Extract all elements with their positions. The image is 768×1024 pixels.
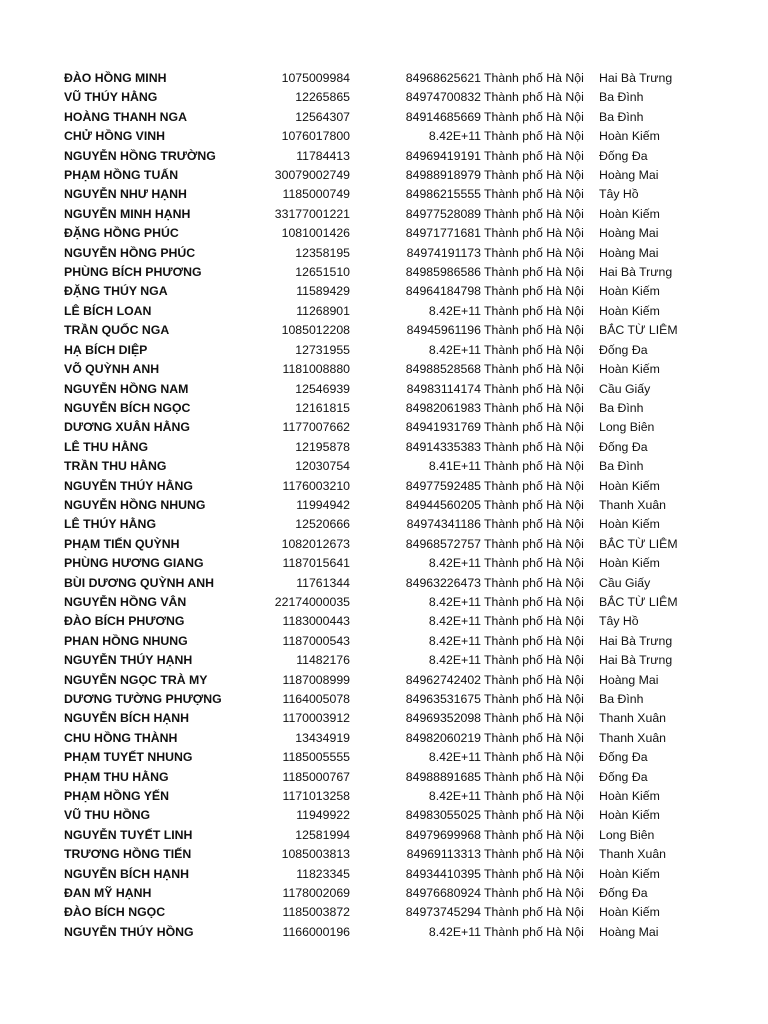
table-row (0, 903, 768, 922)
name-cell[interactable]: CHỬ HỒNG VINH (64, 129, 166, 144)
id-cell[interactable]: 1176003210 (282, 478, 350, 493)
table-row (0, 671, 768, 690)
city-cell[interactable]: Thành phố Hà Nội (484, 400, 584, 415)
phone-cell[interactable]: 84969419191 (405, 148, 481, 163)
table-row (0, 690, 768, 709)
id-cell[interactable]: 1081001426 (281, 226, 350, 241)
id-cell[interactable]: 1187015641 (282, 556, 350, 571)
city-cell[interactable]: Thành phố Hà Nội (484, 905, 584, 920)
table-row (0, 263, 768, 282)
id-cell[interactable]: 12265865 (295, 90, 350, 105)
district-cell[interactable]: Thanh Xuân (599, 711, 667, 726)
city-cell[interactable]: Thành phố Hà Nội (484, 381, 584, 396)
id-cell[interactable]: 11589429 (296, 284, 350, 299)
city-cell[interactable]: Thành phố Hà Nội (484, 323, 584, 338)
district-cell[interactable]: Hai Bà Trưng (599, 71, 673, 85)
phone-cell[interactable]: 84969352098 (405, 711, 481, 726)
id-cell[interactable]: 12161815 (295, 400, 350, 415)
id-cell[interactable]: 22174000035 (274, 594, 350, 609)
id-cell[interactable]: 1085003813 (281, 847, 350, 862)
name-cell[interactable]: PHAN HỒNG NHUNG (64, 633, 188, 648)
table-row (0, 127, 768, 146)
name-cell[interactable]: TRẦN THU HẰNG (64, 459, 167, 474)
district-cell[interactable]: Hai Bà Trưng (599, 653, 673, 668)
city-cell[interactable]: Thành phố Hà Nội (484, 556, 584, 571)
district-cell[interactable]: Ba Đình (599, 459, 644, 474)
id-cell[interactable]: 1171013258 (282, 789, 350, 804)
city-cell[interactable]: Thành phố Hà Nội (484, 886, 584, 901)
table-row (0, 748, 768, 767)
name-cell[interactable]: NGUYỄN HỒNG NAM (64, 381, 189, 396)
table-row (0, 593, 768, 612)
table-row (0, 302, 768, 321)
name-cell[interactable]: PHÙNG BÍCH PHƯƠNG (64, 265, 202, 280)
table-row (0, 729, 768, 748)
district-cell[interactable]: Đống Đa (599, 439, 648, 454)
name-cell[interactable]: NGUYỄN BÍCH NGỌC (64, 400, 191, 415)
phone-cell[interactable]: 84988528568 (405, 362, 481, 377)
name-cell[interactable]: ĐÀO HỒNG MINH (64, 71, 167, 85)
city-cell[interactable]: Thành phố Hà Nội (484, 342, 584, 357)
city-cell[interactable]: Thành phố Hà Nội (484, 692, 584, 706)
phone-cell[interactable]: 84977528089 (405, 206, 481, 221)
phone-cell[interactable]: 84985986586 (405, 265, 481, 280)
name-cell[interactable]: CHU HỒNG THÀNH (64, 730, 178, 745)
id-cell[interactable]: 1075009984 (281, 71, 350, 85)
district-cell[interactable]: BẮC TỪ LIÊM (599, 594, 678, 609)
district-cell[interactable]: Hoàng Mai (599, 245, 659, 260)
id-cell[interactable]: 1187008999 (282, 672, 350, 687)
table-row (0, 321, 768, 340)
name-cell[interactable]: VÕ QUỲNH ANH (64, 362, 160, 377)
name-cell[interactable]: DƯƠNG TƯỜNG PHƯỢNG (64, 692, 222, 706)
name-cell[interactable]: PHẠM TUYẾT NHUNG (64, 750, 193, 765)
id-cell[interactable]: 1185005555 (282, 750, 350, 765)
phone-cell[interactable]: 84944560205 (405, 497, 481, 512)
id-cell[interactable]: 12564307 (295, 109, 350, 124)
district-cell[interactable]: Cầu Giấy (599, 575, 651, 590)
id-cell[interactable]: 12546939 (295, 381, 350, 396)
district-cell[interactable]: Thanh Xuân (599, 497, 667, 512)
name-cell[interactable]: ĐÀO BÍCH PHƯƠNG (64, 614, 185, 629)
district-cell[interactable]: Hoàng Mai (599, 168, 659, 183)
table-row (0, 360, 768, 379)
district-cell[interactable]: Hoàn Kiếm (599, 284, 660, 299)
phone-cell[interactable]: 84982060219 (405, 730, 481, 745)
id-cell[interactable]: 1187000543 (282, 633, 350, 648)
table-row (0, 826, 768, 845)
district-cell[interactable]: Hoàn Kiếm (599, 556, 660, 571)
phone-cell[interactable]: 8.42E+11 (428, 556, 481, 571)
id-cell[interactable]: 11949922 (296, 808, 350, 823)
name-cell[interactable]: PHẠM TIẾN QUỲNH (64, 536, 180, 551)
phone-cell[interactable]: 84914335383 (405, 439, 481, 454)
city-cell[interactable]: Thành phố Hà Nội (484, 594, 584, 609)
city-cell[interactable]: Thành phố Hà Nội (484, 536, 584, 551)
name-cell[interactable]: NGUYỄN BÍCH HẠNH (64, 711, 190, 726)
city-cell[interactable]: Thành phố Hà Nội (484, 187, 584, 202)
district-cell[interactable]: Ba Đình (599, 400, 644, 415)
district-cell[interactable]: Hoàng Mai (599, 672, 659, 687)
district-cell[interactable]: Ba Đình (599, 692, 644, 706)
id-cell[interactable]: 1166000196 (282, 924, 350, 939)
table-row (0, 496, 768, 515)
name-cell[interactable]: VŨ THÚY HẰNG (64, 90, 158, 105)
table-row (0, 399, 768, 418)
table-row (0, 166, 768, 185)
name-cell[interactable]: TRẦN QUỐC NGA (64, 323, 170, 338)
table-row (0, 651, 768, 670)
name-cell[interactable]: PHÙNG HƯƠNG GIANG (64, 556, 204, 571)
id-cell[interactable]: 1178002069 (282, 886, 350, 901)
phone-cell[interactable]: 8.41E+11 (428, 459, 481, 474)
table-row (0, 923, 768, 942)
city-cell[interactable]: Thành phố Hà Nội (484, 614, 584, 629)
phone-cell[interactable]: 84962742402 (405, 672, 481, 687)
phone-cell[interactable]: 84976680924 (405, 886, 481, 901)
id-cell[interactable]: 12358195 (295, 245, 350, 260)
city-cell[interactable]: Thành phố Hà Nội (484, 226, 584, 241)
id-cell[interactable]: 1177007662 (282, 420, 350, 435)
city-cell[interactable]: Thành phố Hà Nội (484, 789, 584, 804)
name-cell[interactable]: LÊ THU HẰNG (64, 439, 149, 454)
name-cell[interactable]: ĐẶNG HỒNG PHÚC (64, 226, 179, 241)
table-row (0, 205, 768, 224)
id-cell[interactable]: 1185003872 (282, 905, 350, 920)
city-cell[interactable]: Thành phố Hà Nội (484, 633, 584, 648)
city-cell[interactable]: Thành phố Hà Nội (484, 168, 584, 183)
name-cell[interactable]: PHẠM HỒNG TUẤN (64, 168, 179, 183)
phone-cell[interactable]: 8.42E+11 (428, 614, 481, 629)
table-row (0, 185, 768, 204)
district-cell[interactable]: Hoàn Kiếm (599, 478, 660, 493)
district-cell[interactable]: Hoàn Kiếm (599, 362, 660, 377)
phone-cell[interactable]: 84979699968 (405, 827, 481, 842)
table-row (0, 709, 768, 728)
name-cell[interactable]: PHẠM THU HẰNG (64, 769, 169, 784)
city-cell[interactable]: Thành phố Hà Nội (484, 284, 584, 299)
id-cell[interactable]: 1164005078 (282, 692, 350, 706)
name-cell[interactable]: DƯƠNG XUÂN HẰNG (64, 420, 190, 435)
name-cell[interactable]: NGUYỄN NHƯ HẠNH (64, 187, 187, 202)
city-cell[interactable]: Thành phố Hà Nội (484, 71, 584, 85)
name-cell[interactable]: NGUYỄN NGỌC TRÀ MY (64, 672, 208, 687)
city-cell[interactable]: Thành phố Hà Nội (484, 711, 584, 726)
district-cell[interactable]: Ba Đình (599, 90, 644, 105)
id-cell[interactable]: 1170003912 (282, 711, 350, 726)
district-cell[interactable]: Đống Đa (599, 750, 648, 765)
phone-cell[interactable]: 8.42E+11 (428, 653, 481, 668)
district-cell[interactable]: Hoàng Mai (599, 226, 659, 241)
table-row (0, 884, 768, 903)
table-row (0, 457, 768, 476)
phone-cell[interactable]: 84977592485 (405, 478, 481, 493)
name-cell[interactable]: TRƯƠNG HỒNG TIẾN (64, 847, 192, 862)
district-cell[interactable]: Hoàn Kiếm (599, 866, 660, 881)
id-cell[interactable]: 1183000443 (282, 614, 350, 629)
name-cell[interactable]: PHẠM HỒNG YẾN (64, 789, 169, 804)
id-cell[interactable]: 11823345 (296, 866, 350, 881)
table-row (0, 69, 768, 88)
phone-cell[interactable]: 84945961196 (406, 323, 481, 338)
phone-cell[interactable]: 84983114174 (406, 381, 481, 396)
district-cell[interactable]: BẮC TỪ LIÊM (599, 536, 678, 551)
city-cell[interactable]: Thành phố Hà Nội (484, 866, 584, 881)
name-cell[interactable]: BÙI DƯƠNG QUỲNH ANH (64, 575, 215, 590)
phone-cell[interactable]: 84963226473 (405, 575, 481, 590)
id-cell[interactable]: 1082012673 (281, 536, 350, 551)
phone-cell[interactable]: 8.42E+11 (428, 303, 481, 318)
phone-cell[interactable]: 84914685669 (405, 109, 481, 124)
city-cell[interactable]: Thành phố Hà Nội (484, 420, 584, 435)
spreadsheet-table (0, 69, 768, 942)
phone-cell[interactable]: 84982061983 (405, 400, 481, 415)
name-cell[interactable]: HOÀNG THANH NGA (64, 109, 187, 124)
table-row (0, 574, 768, 593)
table-row (0, 477, 768, 496)
city-cell[interactable]: Thành phố Hà Nội (484, 653, 584, 668)
name-cell[interactable]: LÊ BÍCH LOAN (64, 303, 152, 318)
id-cell[interactable]: 12520666 (295, 517, 350, 532)
id-cell[interactable]: 11994942 (296, 497, 350, 512)
name-cell[interactable]: LÊ THÚY HẰNG (64, 517, 157, 532)
id-cell[interactable]: 12030754 (295, 459, 350, 474)
city-cell[interactable]: Thành phố Hà Nội (484, 827, 584, 842)
table-row (0, 768, 768, 787)
name-cell[interactable]: NGUYỄN MINH HẠNH (64, 206, 191, 221)
name-cell[interactable]: VŨ THU HỒNG (64, 808, 151, 823)
name-cell[interactable]: NGUYỄN HỒNG TRƯỜNG (64, 148, 216, 163)
district-cell[interactable]: Đống Đa (599, 342, 648, 357)
table-row (0, 554, 768, 573)
district-cell[interactable]: Hoàn Kiếm (599, 808, 660, 823)
phone-cell[interactable]: 84986215555 (405, 187, 481, 202)
district-cell[interactable]: Hoàn Kiếm (599, 905, 660, 920)
city-cell[interactable]: Thành phố Hà Nội (484, 206, 584, 221)
id-cell[interactable]: 1185000749 (282, 187, 350, 202)
table-row (0, 108, 768, 127)
city-cell[interactable]: Thành phố Hà Nội (484, 90, 584, 105)
district-cell[interactable]: Long Biên (599, 827, 655, 842)
table-row (0, 632, 768, 651)
district-cell[interactable]: Hoàn Kiếm (599, 517, 660, 532)
phone-cell[interactable]: 8.42E+11 (428, 129, 481, 144)
name-cell[interactable]: NGUYỄN THÚY HỒNG (64, 924, 194, 939)
name-cell[interactable]: ĐAN MỸ HẠNH (64, 886, 152, 901)
city-cell[interactable]: Thành phố Hà Nội (484, 517, 584, 532)
district-cell[interactable]: Đống Đa (599, 886, 648, 901)
district-cell[interactable]: Long Biên (599, 420, 655, 435)
table-row (0, 806, 768, 825)
name-cell[interactable]: ĐÀO BÍCH NGỌC (64, 905, 166, 920)
phone-cell[interactable]: 84969113313 (406, 847, 481, 862)
phone-cell[interactable]: 84941931769 (405, 420, 481, 435)
id-cell[interactable]: 12651510 (295, 265, 350, 280)
city-cell[interactable]: Thành phố Hà Nội (484, 672, 584, 687)
district-cell[interactable]: Cầu Giấy (599, 381, 651, 396)
table-row (0, 418, 768, 437)
name-cell[interactable]: NGUYỄN THÚY HẰNG (64, 478, 193, 493)
phone-cell[interactable]: 8.42E+11 (428, 924, 481, 939)
city-cell[interactable]: Thành phố Hà Nội (484, 497, 584, 512)
name-cell[interactable]: NGUYỄN THÚY HẠNH (64, 653, 193, 668)
id-cell[interactable]: 11482176 (296, 653, 350, 668)
phone-cell[interactable]: 84968572757 (405, 536, 481, 551)
city-cell[interactable]: Thành phố Hà Nội (484, 362, 584, 377)
city-cell[interactable]: Thành phố Hà Nội (484, 303, 584, 318)
phone-cell[interactable]: 84971771681 (405, 226, 481, 241)
city-cell[interactable]: Thành phố Hà Nội (484, 148, 584, 163)
id-cell[interactable]: 1185000767 (282, 769, 350, 784)
table-row (0, 515, 768, 534)
city-cell[interactable]: Thành phố Hà Nội (484, 265, 584, 280)
id-cell[interactable]: 1076017800 (281, 129, 350, 144)
id-cell[interactable]: 11784413 (296, 148, 350, 163)
district-cell[interactable]: Hoàn Kiếm (599, 206, 660, 221)
table-row (0, 438, 768, 457)
district-cell[interactable]: Hoàng Mai (599, 924, 659, 939)
table-row (0, 380, 768, 399)
phone-cell[interactable]: 84964184798 (405, 284, 481, 299)
name-cell[interactable]: NGUYỄN TUYẾT LINH (64, 827, 193, 842)
district-cell[interactable]: Hai Bà Trưng (599, 633, 673, 648)
id-cell[interactable]: 30079002749 (274, 168, 350, 183)
phone-cell[interactable]: 84973745294 (405, 905, 481, 920)
name-cell[interactable]: NGUYỄN HỒNG NHUNG (64, 497, 206, 512)
phone-cell[interactable]: 84963531675 (405, 692, 481, 706)
phone-cell[interactable]: 8.42E+11 (428, 789, 481, 804)
city-cell[interactable]: Thành phố Hà Nội (484, 109, 584, 124)
phone-cell[interactable]: 8.42E+11 (428, 594, 481, 609)
id-cell[interactable]: 12731955 (295, 342, 350, 357)
district-cell[interactable]: Hai Bà Trưng (599, 265, 673, 280)
id-cell[interactable]: 12581994 (295, 827, 350, 842)
table-row (0, 612, 768, 631)
table-row (0, 88, 768, 107)
phone-cell[interactable]: 8.42E+11 (428, 342, 481, 357)
id-cell[interactable]: 1085012208 (281, 323, 350, 338)
district-cell[interactable]: Hoàn Kiếm (599, 303, 660, 318)
city-cell[interactable]: Thành phố Hà Nội (484, 847, 584, 862)
city-cell[interactable]: Thành phố Hà Nội (484, 575, 584, 590)
phone-cell[interactable]: 8.42E+11 (428, 633, 481, 648)
id-cell[interactable]: 13434919 (295, 730, 350, 745)
district-cell[interactable]: Thanh Xuân (599, 847, 667, 862)
id-cell[interactable]: 11761344 (296, 575, 350, 590)
city-cell[interactable]: Thành phố Hà Nội (484, 730, 584, 745)
id-cell[interactable]: 33177001221 (274, 206, 350, 221)
phone-cell[interactable]: 84968625621 (405, 71, 481, 85)
city-cell[interactable]: Thành phố Hà Nội (484, 129, 584, 144)
name-cell[interactable]: NGUYỄN HỒNG VÂN (64, 594, 187, 609)
city-cell[interactable]: Thành phố Hà Nội (484, 750, 584, 765)
name-cell[interactable]: HẠ BÍCH DIỆP (64, 342, 148, 357)
district-cell[interactable]: Hoàn Kiếm (599, 129, 660, 144)
city-cell[interactable]: Thành phố Hà Nội (484, 769, 584, 784)
phone-cell[interactable]: 84974191173 (406, 245, 481, 260)
table-row (0, 244, 768, 263)
phone-cell[interactable]: 84983055025 (405, 808, 481, 823)
district-cell[interactable]: BẮC TỪ LIÊM (599, 323, 678, 338)
table-row (0, 865, 768, 884)
phone-cell[interactable]: 84974700832 (405, 90, 481, 105)
district-cell[interactable]: Thanh Xuân (599, 730, 667, 745)
table-row (0, 224, 768, 243)
district-cell[interactable]: Hoàn Kiếm (599, 789, 660, 804)
table-row (0, 787, 768, 806)
phone-cell[interactable]: 84988891685 (405, 769, 481, 784)
district-cell[interactable]: Ba Đình (599, 109, 644, 124)
id-cell[interactable]: 11268901 (296, 303, 350, 318)
phone-cell[interactable]: 84988918979 (405, 168, 481, 183)
table-row (0, 535, 768, 554)
city-cell[interactable]: Thành phố Hà Nội (484, 439, 584, 454)
district-cell[interactable]: Tây Hồ (599, 187, 639, 202)
city-cell[interactable]: Thành phố Hà Nội (484, 459, 584, 474)
city-cell[interactable]: Thành phố Hà Nội (484, 808, 584, 823)
name-cell[interactable]: ĐẶNG THÚY NGA (64, 284, 168, 299)
city-cell[interactable]: Thành phố Hà Nội (484, 245, 584, 260)
district-cell[interactable]: Tây Hồ (599, 614, 639, 629)
id-cell[interactable]: 12195878 (295, 439, 350, 454)
id-cell[interactable]: 1181008880 (282, 362, 350, 377)
phone-cell[interactable]: 8.42E+11 (428, 750, 481, 765)
table-row (0, 341, 768, 360)
district-cell[interactable]: Đống Đa (599, 769, 648, 784)
district-cell[interactable]: Đống Đa (599, 148, 648, 163)
table-row (0, 845, 768, 864)
city-cell[interactable]: Thành phố Hà Nội (484, 478, 584, 493)
table-row (0, 147, 768, 166)
name-cell[interactable]: NGUYỄN HỒNG PHÚC (64, 245, 196, 260)
name-cell[interactable]: NGUYỄN BÍCH HẠNH (64, 866, 190, 881)
phone-cell[interactable]: 84934410395 (405, 866, 481, 881)
city-cell[interactable]: Thành phố Hà Nội (484, 924, 584, 939)
phone-cell[interactable]: 84974341186 (406, 517, 481, 532)
table-row (0, 282, 768, 301)
